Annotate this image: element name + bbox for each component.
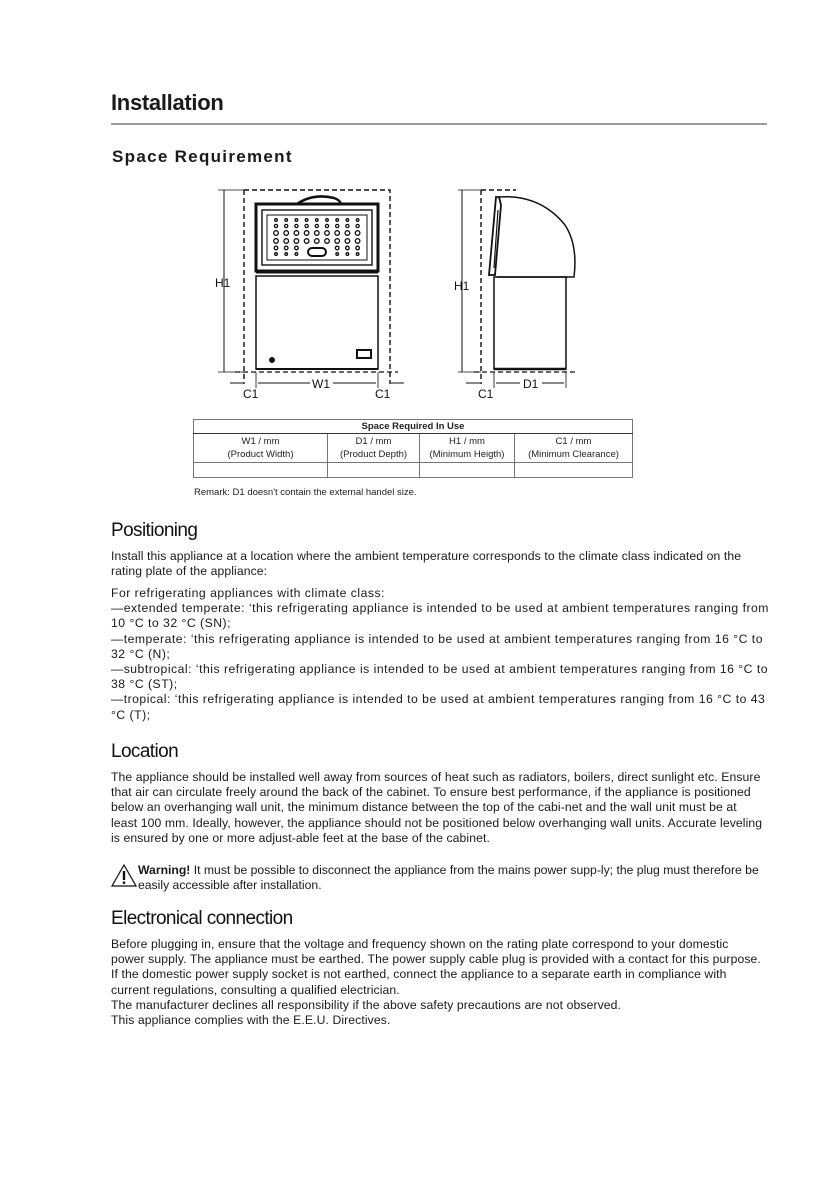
vent-dot [346,253,349,256]
vent-dot [285,224,288,227]
vent-dot [274,231,279,236]
location-heading: Location [111,741,179,762]
climate-class-list [111,586,771,723]
header-sublabel: (Minimum Heigth) [429,449,505,460]
vent-dot [356,253,359,256]
lid-logo-badge [308,248,326,256]
header-label: D1 / mm [355,436,392,447]
positioning-intro-text: Install this appliance at a location where the ambient temperature corresponds to the climate class indicated on the rating plate of the appliance: [111,549,742,579]
electrical-body [111,937,761,1028]
space-required-table [193,419,633,478]
header-sublabel: (Product Width) [227,449,294,460]
space-table-header-w1 [194,434,328,463]
electrical-text-1: Before plugging in, ensure that the voltage and frequency shown on the rating plate correspond to your domestic power supply. The appliance must be earthed. The power supply cable plug is provided with a contact for this purpose. If the domestic power supply socket is not earthed, connect the appliance to a separate earth in compliance with current regulations, consulting a qualified electrician. [111,937,761,997]
space-requirement-heading: Space Requirement [112,147,293,166]
location-body-text: The appliance should be installed well away from sources of heat such as radiators, boilers, direct sunlight etc. Ensure that air can circulate freely around the back of the cabinet. To ensure best performance, if the appliance is positioned below an overhanging wall unit, the minimum distance between the top of the cabi-net and the wall unit must be at least 100 mm. Ideally, however, the appliance should not be positioned below overhanging wall units. Accurate leveling is ensured by one or more adjust-able feet at the base of the cabinet. [111,770,763,845]
vent-dot [305,219,308,222]
vent-dot [274,224,277,227]
header-label: C1 / mm [555,436,592,447]
vent-dot [356,224,359,227]
vent-dot [336,224,339,227]
header-label: W1 / mm [241,436,280,447]
vent-dot [295,253,298,256]
warning-text-block [111,863,771,893]
vent-dot [305,224,308,227]
header-sublabel: (Minimum Clearance) [528,449,619,460]
vent-dot [336,253,339,256]
vent-dot [325,224,328,227]
vent-dot [304,239,309,244]
space-table-value-d1 [328,463,420,478]
climate-class-t: —tropical: ‘this refrigerating appliance is intended to be used at ambient temperatures ranging from 16 °C to 43 °C (T); [111,692,766,722]
electrical-text-3: This appliance complies with the E.E.U. Directives. [111,1013,391,1028]
vent-dot [284,239,289,244]
warning-text: It must be possible to disconnect the appliance from the mains power supp-ly; the plug must therefore be easily accessible after installation. [138,863,759,893]
vent-dot [315,231,320,236]
vent-dot [346,246,350,250]
positioning-heading: Positioning [111,520,198,541]
page-title: Installation [111,90,224,115]
front-h1-label: H1 [215,276,231,290]
vent-dot [294,239,299,244]
vent-dot [345,231,350,236]
space-table-value-w1 [194,463,328,478]
vent-dot [285,219,288,222]
header-sublabel: (Product Depth) [339,449,408,460]
side-d1-label: D1 [523,377,539,391]
front-view-vent-dots [274,219,360,256]
climate-class-sn: —extended temperate: ‘this refrigerating appliance is intended to be used at ambient temperatures ranging from 10 °C to 32 °C (SN); [111,601,769,631]
vent-dot [325,231,330,236]
vent-dot [316,219,319,222]
positioning-intro [111,549,771,579]
vent-dot [294,231,299,236]
title-divider [111,123,767,125]
space-table-header-h1 [420,434,515,463]
vent-dot [345,239,350,244]
space-table-value-h1 [420,463,515,478]
vent-dot [295,219,298,222]
climate-class-n: —temperate: ‘this refrigerating appliance is intended to be used at ambient temperatures ranging from 16 °C to 32 °C (N); [111,631,763,661]
space-requirement-diagram [195,180,615,405]
vent-dot [315,239,320,244]
vent-dot [326,219,329,222]
vent-dot [355,231,360,236]
front-c1-right-label: C1 [375,387,391,401]
vent-dot [295,246,299,250]
climate-class-intro: For refrigerating appliances with climate class: [111,586,385,600]
vent-dot [275,253,278,256]
vent-dot [274,239,279,244]
side-c1-label: C1 [478,387,494,401]
vent-dot [295,224,298,227]
front-w1-label: W1 [312,377,330,391]
side-view-freezer [458,190,578,388]
vent-dot [355,239,360,244]
location-body [111,770,766,846]
header-label: H1 / mm [449,436,485,447]
vent-dot [315,224,318,227]
warning-label: Warning! [138,863,191,877]
side-h1-label: H1 [454,279,470,293]
vent-dot [325,239,330,244]
space-table-header-d1 [328,434,420,463]
vent-dot [275,219,278,222]
vent-dot [304,231,309,236]
vent-dot [335,231,340,236]
vent-dot [356,219,359,222]
vent-dot [335,239,340,244]
space-table-value-c1 [515,463,633,478]
vent-dot [284,246,288,250]
vent-dot [274,246,278,250]
front-view-freezer [218,190,404,388]
vent-dot [346,224,349,227]
climate-class-st: —subtropical: ‘this refrigerating appliance is intended to be used at ambient temperatures ranging from 16 °C to 38 °C (ST); [111,662,769,692]
electrical-heading: Electronical connection [111,908,293,929]
vent-dot [335,246,339,250]
vent-dot [336,219,339,222]
warning-note [111,863,771,893]
space-table-title: Space Required In Use [194,420,633,434]
space-table-header-c1 [515,434,633,463]
front-c1-left-label: C1 [243,387,259,401]
warning-triangle-icon [111,864,137,888]
vent-dot [284,231,289,236]
electrical-text-2: The manufacturer declines all responsibility if the above safety precautions are not observed. [111,997,622,1012]
space-table-remark: Remark: D1 doesn't contain the external handel size. [194,487,417,498]
vent-dot [285,253,288,256]
vent-dot [346,219,349,222]
vent-dot [356,246,360,250]
